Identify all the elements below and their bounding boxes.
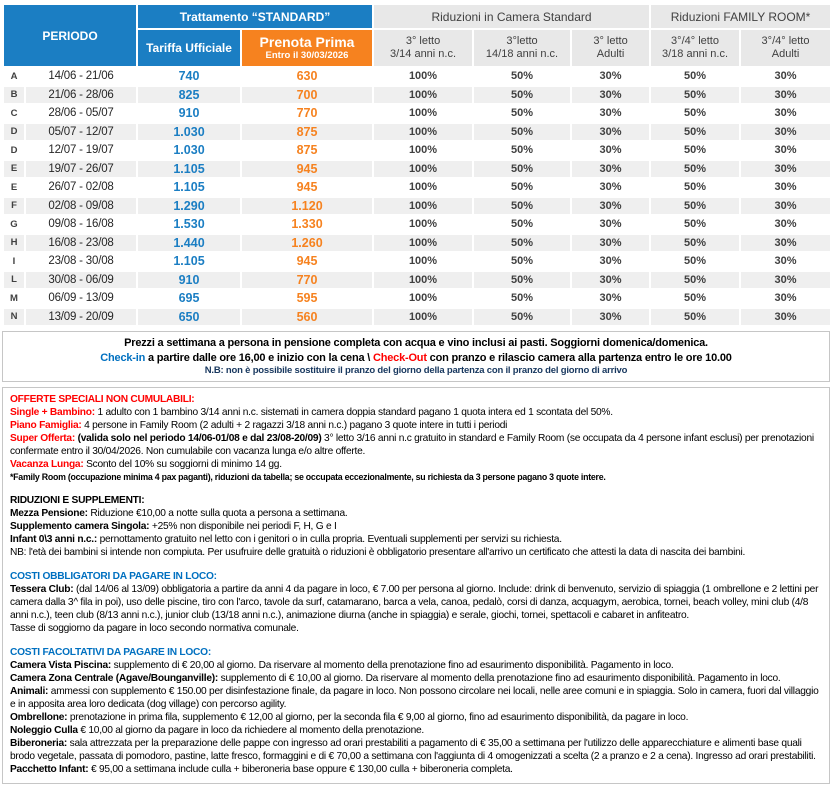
early-booking-rate-cell: 700 [241,86,373,105]
text-segment: supplemento di € 20,00 al giorno. Da riservare al momento della prenotazione fino ad esaurimento disponibilità. Pagamento in loco. [111,660,674,671]
price-row-D-5 [3,141,831,160]
reduction-cell-5: 30% [740,234,831,253]
text-segment: Vacanza Lunga: [10,459,84,470]
reduction-cell-5: 30% [740,141,831,160]
section-riduzioni-supplementi [10,494,822,559]
reduction-cell-2: 50% [473,215,571,234]
text-segment: € 10,00 al giorno da pagare in loco da richiedere al momento della prenotazione. [77,725,424,736]
early-booking-rate-cell: 630 [241,67,373,86]
reduction-cell-5: 30% [740,67,831,86]
reduction-cell-2: 50% [473,86,571,105]
period-code-cell: F [3,197,25,216]
prenota-prima-deadline: Entro il 30/03/2026 [265,50,349,61]
price-row-M-13 [3,289,831,308]
reduction-cell-5: 30% [740,104,831,123]
prenota-prima-title: Prenota Prima [259,34,355,50]
price-row-E-7 [3,178,831,197]
period-dates-cell: 05/07 - 12/07 [25,123,137,142]
reduction-header-line1: 3°/4° letto [671,35,719,47]
reduction-cell-1: 100% [373,141,473,160]
text-segment: Tessera Club: [10,584,74,595]
reduction-cell-2: 50% [473,123,571,142]
text-segment: N.B: non è possibile sostituire il pranzo del giorno della partenza con il pranzo del giorno di arrivo [204,365,628,376]
reduction-cell-3: 30% [571,141,650,160]
reduction-cell-2: 50% [473,160,571,179]
reduction-cell-3: 30% [571,234,650,253]
early-booking-rate-cell: 1.330 [241,215,373,234]
early-booking-rate-cell: 875 [241,141,373,160]
reduction-cell-3: 30% [571,289,650,308]
note-paragraph [10,724,822,737]
text-segment: COSTI FACOLTATIVI DA PAGARE IN LOCO: [10,647,211,658]
reduction-cell-3: 30% [571,178,650,197]
text-segment: (dal 14/06 al 13/09) obbligatoria a partire da anni 4 da pagare in loco, € 7.00 per persona al giorno. Include: drink di benvenuto, servizio di spiaggia (1 ombrellone e 2 lettini per camera dalla 3^ fila in poi), uso delle piscine, tiro con l'arco, tavole da surf, catamarano, barca a vela, canoa, pedalò, corsi di danza, acquagym, aerobica, tornei, beach volley, mini club (4/8 anni n.c.), teen club (8/13 anni n.c.), junior club (13/18 anni n.c.), animazione diurna (anche in spiaggia) e serale, giochi, tornei, spettacoli e cabaret in anfiteatro. [10,584,819,621]
period-dates-cell: 19/07 - 26/07 [25,160,137,179]
text-segment: pernottamento gratuito nel letto con i genitori o in culla propria. Eventuali supplementi per servizi su richiesta. [97,534,562,545]
official-rate-cell: 910 [137,104,241,123]
note-paragraph [10,711,822,724]
reduction-header-line2: 3/14 anni n.c. [389,48,457,60]
text-segment: Single + Bambino: [10,407,95,418]
text-segment: con pranzo e rilascio camera alla partenza entro le ore 10.00 [426,351,732,364]
note-paragraph [10,646,822,659]
price-row-A-1 [3,67,831,86]
price-table-header [3,4,831,67]
note-paragraph [10,432,822,458]
reduction-cell-2: 50% [473,67,571,86]
reduction-cell-1: 100% [373,67,473,86]
reduction-cell-5: 30% [740,308,831,327]
reduction-header-line2: Adulti [596,48,625,60]
note-paragraph [10,393,822,406]
early-booking-rate-cell: 770 [241,271,373,290]
summary-notes-box [2,331,830,382]
official-rate-cell: 910 [137,271,241,290]
reduction-cell-4: 50% [650,67,740,86]
note-paragraph [10,494,822,507]
column-group-riduzioni-camera-standard: Riduzioni in Camera Standard [373,4,650,29]
reduction-cell-3: 30% [571,252,650,271]
note-paragraph [10,685,822,711]
period-code-cell: D [3,123,25,142]
period-code-cell: C [3,104,25,123]
text-segment: a partire dalle ore 16,00 e inizio con la cena \ [145,351,373,364]
reduction-cell-4: 50% [650,86,740,105]
text-segment: Infant 0\3 anni n.c.: [10,534,98,545]
text-segment: Noleggio Culla [10,725,78,736]
text-segment: COSTI OBBLIGATORI DA PAGARE IN LOCO: [10,571,217,582]
text-segment: ammessi con supplemento € 150.00 per disinfestazione finale, da pagare in loco. Non possono circolare nei locali, nelle aree comuni e in spiaggia. Solo in camera, fuori dal villaggio e in apposita area loro dedicata (dog village) con percorso agility. [10,686,819,710]
period-dates-cell: 12/07 - 19/07 [25,141,137,160]
text-segment: Animali: [10,686,49,697]
reduction-header-line1: 3° letto [405,35,441,47]
reduction-cell-1: 100% [373,252,473,271]
reduction-cell-2: 50% [473,252,571,271]
reduction-cell-4: 50% [650,104,740,123]
text-segment: Sconto del 10% su soggiorni di minimo 14 gg. [83,459,282,470]
period-code-cell: N [3,308,25,327]
text-segment: Piano Famiglia: [10,420,82,431]
period-code-cell: E [3,160,25,179]
reduction-cell-5: 30% [740,289,831,308]
reduction-cell-3: 30% [571,86,650,105]
detailed-notes-box [2,387,830,784]
column-header-periodo: PERIODO [3,4,137,67]
note-paragraph [10,622,822,635]
period-dates-cell: 02/08 - 09/08 [25,197,137,216]
reduction-cell-5: 30% [740,197,831,216]
column-header-reduction-4 [650,29,740,67]
official-rate-cell: 1.030 [137,123,241,142]
text-segment: Ombrellone: [10,712,68,723]
reduction-cell-3: 30% [571,160,650,179]
reduction-cell-1: 100% [373,123,473,142]
text-segment: Camera Zona Centrale (Agave/Bounganville): [10,673,219,684]
reduction-cell-1: 100% [373,104,473,123]
price-row-L-12 [3,271,831,290]
reduction-cell-5: 30% [740,160,831,179]
text-segment: OFFERTE SPECIALI NON CUMULABILI: [10,394,195,405]
reduction-cell-3: 30% [571,308,650,327]
note-paragraph [10,583,822,622]
summary-line-3 [9,365,823,377]
reduction-cell-3: 30% [571,123,650,142]
column-header-reduction-1 [373,29,473,67]
text-segment: Camera Vista Piscina: [10,660,112,671]
reduction-cell-5: 30% [740,178,831,197]
reduction-cell-5: 30% [740,252,831,271]
text-segment: 4 persone in Family Room (2 adulti + 2 ragazzi 3/18 anni n.c.) pagano 3 quote intere in tutti i periodi [81,420,508,431]
price-table [2,3,832,327]
text-segment: Riduzione €10,00 a notte sulla quota a persona a settimana. [87,508,348,519]
reduction-cell-2: 50% [473,197,571,216]
reduction-cell-2: 50% [473,289,571,308]
note-paragraph [10,406,822,419]
early-booking-rate-cell: 1.260 [241,234,373,253]
reduction-cell-4: 50% [650,289,740,308]
early-booking-rate-cell: 945 [241,160,373,179]
summary-line-1 [9,336,823,351]
early-booking-rate-cell: 560 [241,308,373,327]
reduction-cell-2: 50% [473,271,571,290]
text-segment: RIDUZIONI E SUPPLEMENTI: [10,495,145,506]
column-header-reduction-5 [740,29,831,67]
text-segment: 3° letto 3/16 anni n.c gratuito in standard e Family Room (se occupata da 4 persone infant esclusi) per prenotazioni confermate entro il 30/04/2026. Non cumulabile con vacanza lunga e/o altre offerte. [10,433,814,457]
official-rate-cell: 1.105 [137,160,241,179]
period-dates-cell: 16/08 - 23/08 [25,234,137,253]
reduction-header-line1: 3° letto [593,35,628,47]
reduction-header-line2: Adulti [771,48,800,60]
note-paragraph [10,570,822,583]
reduction-cell-1: 100% [373,215,473,234]
reduction-cell-4: 50% [650,252,740,271]
section-costi-obbligatori [10,570,822,635]
early-booking-rate-cell: 945 [241,252,373,271]
official-rate-cell: 1.290 [137,197,241,216]
official-rate-cell: 825 [137,86,241,105]
period-dates-cell: 21/06 - 28/06 [25,86,137,105]
text-segment: *Family Room (occupazione minima 4 pax paganti), riduzioni da tabella; se occupata eccezionalmente, su richiesta da 3 persone pagano 3 quote intere. [10,472,606,482]
text-segment: Super Offerta: [10,433,75,444]
period-dates-cell: 09/08 - 16/08 [25,215,137,234]
official-rate-cell: 1.105 [137,252,241,271]
official-rate-cell: 1.440 [137,234,241,253]
text-segment: Prezzi a settimana a persona in pensione completa con acqua e vino inclusi ai pasti. Soggiorni domenica/domenica. [124,337,708,349]
period-code-cell: G [3,215,25,234]
reduction-cell-4: 50% [650,141,740,160]
column-header-reduction-3 [571,29,650,67]
period-code-cell: L [3,271,25,290]
reduction-cell-2: 50% [473,178,571,197]
text-segment: +25% non disponibile nei periodi F, H, G e I [149,521,337,532]
text-segment: Biberoneria: [10,738,68,749]
reduction-cell-1: 100% [373,234,473,253]
text-segment: Check-Out [372,351,427,364]
period-dates-cell: 30/08 - 06/09 [25,271,137,290]
reduction-cell-4: 50% [650,178,740,197]
reduction-cell-2: 50% [473,308,571,327]
note-paragraph [10,471,822,483]
price-row-C-3 [3,104,831,123]
column-header-reduction-2 [473,29,571,67]
column-group-trattamento-standard: Trattamento “STANDARD” [137,4,373,29]
reduction-header-line2: 14/18 anni n.c. [485,48,559,60]
official-rate-cell: 1.530 [137,215,241,234]
period-code-cell: H [3,234,25,253]
note-paragraph [10,659,822,672]
price-row-F-8 [3,197,831,216]
column-header-prenota-prima [241,29,373,67]
official-rate-cell: 740 [137,67,241,86]
period-dates-cell: 26/07 - 02/08 [25,178,137,197]
early-booking-rate-cell: 1.120 [241,197,373,216]
price-row-N-14 [3,308,831,327]
column-header-tariffa-ufficiale: Tariffa Ufficiale [137,29,241,67]
reduction-cell-1: 100% [373,178,473,197]
price-row-E-6 [3,160,831,179]
early-booking-rate-cell: 945 [241,178,373,197]
summary-line-2 [9,351,823,366]
period-dates-cell: 06/09 - 13/09 [25,289,137,308]
official-rate-cell: 1.105 [137,178,241,197]
early-booking-rate-cell: 875 [241,123,373,142]
reduction-cell-1: 100% [373,289,473,308]
period-dates-cell: 28/06 - 05/07 [25,104,137,123]
period-code-cell: A [3,67,25,86]
section-costi-facoltativi [10,646,822,776]
note-paragraph [10,520,822,533]
reduction-cell-4: 50% [650,123,740,142]
reduction-header-line1: 3°letto [506,35,538,47]
note-paragraph [10,533,822,546]
reduction-cell-4: 50% [650,271,740,290]
note-paragraph [10,546,822,559]
reduction-cell-3: 30% [571,104,650,123]
reduction-cell-2: 50% [473,104,571,123]
period-code-cell: D [3,141,25,160]
reduction-cell-5: 30% [740,123,831,142]
reduction-cell-1: 100% [373,86,473,105]
note-paragraph [10,507,822,520]
period-code-cell: M [3,289,25,308]
reduction-header-line1: 3°/4° letto [761,35,810,47]
reduction-cell-1: 100% [373,197,473,216]
price-row-H-10 [3,234,831,253]
note-paragraph [10,458,822,471]
text-segment: 1 adulto con 1 bambino 3/14 anni n.c. sistemati in camera doppia standard pagano 1 quota intera ed 1 scontata del 50%. [94,407,613,418]
period-dates-cell: 23/08 - 30/08 [25,252,137,271]
note-paragraph [10,419,822,432]
price-row-I-11 [3,252,831,271]
note-paragraph [10,672,822,685]
period-code-cell: E [3,178,25,197]
text-segment: Supplemento camera Singola: [10,521,150,532]
text-segment: supplemento di € 10,00 al giorno. Da riservare al momento della prenotazione fino ad esaurimento disponibilità. Pagamento in loco. [218,673,781,684]
reduction-cell-3: 30% [571,67,650,86]
reduction-cell-3: 30% [571,271,650,290]
text-segment: sala attrezzata per la preparazione delle pappe con ingresso ad orari prestabiliti a pagamento di € 35,00 a settimana per l'utilizzo delle apparecchiature e alimenti base quali brodo vegetale, passata di pomodoro, pastine, latte fresco, formaggini e di € 70,00 a settimana con l'aggiunta di 4 omogenizzati a scelta (2 a pranzo e 2 a cena). Ingresso ad orari prestabiliti. [10,738,816,762]
early-booking-rate-cell: 770 [241,104,373,123]
period-code-cell: I [3,252,25,271]
column-group-riduzioni-family-room: Riduzioni FAMILY ROOM* [650,4,831,29]
reduction-cell-5: 30% [740,271,831,290]
note-paragraph [10,737,822,763]
price-row-D-4 [3,123,831,142]
reduction-cell-2: 50% [473,141,571,160]
reduction-cell-4: 50% [650,308,740,327]
price-row-G-9 [3,215,831,234]
reduction-cell-4: 50% [650,197,740,216]
text-segment: NB: l'età dei bambini si intende non compiuta. Per usufruire delle gratuità o riduzioni è obbligatorio presentare all'arrivo un certificato che attesti la data di nascita dei bambini. [10,547,746,558]
text-segment: € 95,00 a settimana include culla + biberoneria base oppure € 130,00 culla + biberoneria completa. [88,764,513,775]
early-booking-rate-cell: 595 [241,289,373,308]
reduction-cell-1: 100% [373,271,473,290]
text-segment: Mezza Pensione: [10,508,88,519]
reduction-header-line2: 3/18 anni n.c. [661,48,729,60]
reduction-cell-3: 30% [571,197,650,216]
reduction-cell-3: 30% [571,215,650,234]
reduction-cell-5: 30% [740,215,831,234]
price-table-body [3,67,831,326]
period-code-cell: B [3,86,25,105]
reduction-cell-5: 30% [740,86,831,105]
section-offerte-speciali [10,393,822,483]
period-dates-cell: 14/06 - 21/06 [25,67,137,86]
reduction-cell-1: 100% [373,160,473,179]
text-segment: Tasse di soggiorno da pagare in loco secondo normativa comunale. [10,623,299,634]
reduction-cell-1: 100% [373,308,473,327]
text-segment: Check-in [100,351,146,364]
reduction-cell-4: 50% [650,160,740,179]
text-segment: (valida solo nel periodo 14/06-01/08 e dal 23/08-20/09) [75,433,322,444]
official-rate-cell: 1.030 [137,141,241,160]
price-row-B-2 [3,86,831,105]
reduction-cell-4: 50% [650,215,740,234]
header-band-row [3,4,831,29]
text-segment: prenotazione in prima fila, supplemento € 12,00 al giorno, per la seconda fila € 9,00 al giorno, fino ad esaurimento disponibilità, da pagare in loco. [67,712,689,723]
period-dates-cell: 13/09 - 20/09 [25,308,137,327]
reduction-cell-2: 50% [473,234,571,253]
official-rate-cell: 695 [137,289,241,308]
text-segment: Pacchetto Infant: [10,764,89,775]
official-rate-cell: 650 [137,308,241,327]
reduction-cell-4: 50% [650,234,740,253]
